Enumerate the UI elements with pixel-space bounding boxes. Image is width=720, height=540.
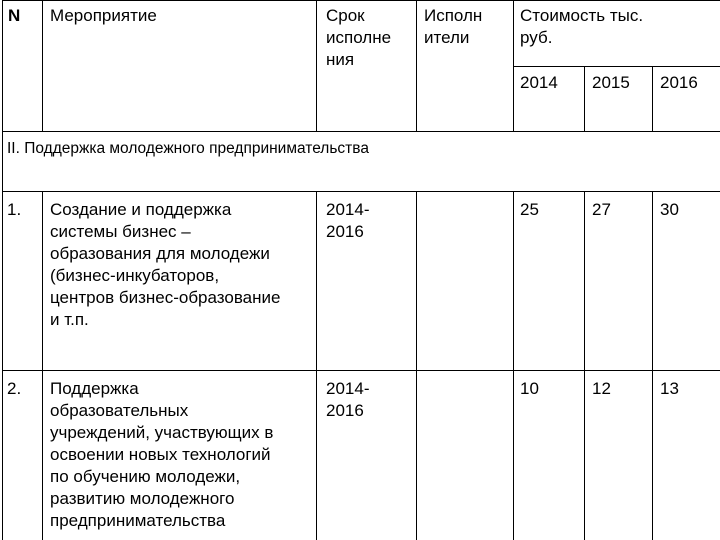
table-col-sep-5	[584, 66, 585, 131]
header-number: N	[8, 6, 21, 25]
table-col-sep-4	[513, 0, 514, 131]
table-col-sep-2b	[316, 191, 317, 540]
row2-cost-2016: 13	[660, 379, 679, 398]
row1-event-line2: системы бизнес –	[50, 222, 191, 241]
row1-cost-2014: 25	[520, 200, 539, 219]
row2-cost-2015: 12	[592, 379, 611, 398]
table-border-left	[2, 0, 3, 540]
header-executor-line1: Исполн	[424, 6, 483, 25]
table-col-sep-6	[652, 66, 653, 131]
row1-term-line2: 2016	[326, 222, 364, 241]
header-executor-line2: ители	[424, 28, 470, 47]
table-line-row1-bottom	[2, 370, 720, 371]
row1-cost-2015: 27	[592, 200, 611, 219]
table-line-years-top	[513, 66, 720, 67]
table-col-sep-5b	[584, 191, 585, 540]
header-cost-line2: руб.	[520, 28, 553, 47]
row2-event-line2: образовательных	[50, 401, 189, 420]
row2-event-line7: предпринимательства	[50, 511, 226, 530]
row2-event-line4: освоении новых технологий	[50, 445, 271, 464]
table-col-sep-6b	[652, 191, 653, 540]
table-col-sep-3	[416, 0, 417, 131]
row2-number: 2.	[7, 379, 22, 398]
row2-cost-2014: 10	[520, 379, 539, 398]
header-term-line3: ния	[326, 50, 355, 69]
row1-term-line1: 2014-	[326, 200, 370, 219]
row1-number: 1.	[7, 200, 22, 219]
row1-event-line1: Создание и поддержка	[50, 200, 232, 219]
row2-event-line6: развитию молодежного	[50, 489, 235, 508]
header-term-line1: Срок	[326, 6, 365, 25]
header-cost-line1: Стоимость тыс.	[520, 6, 644, 25]
section-title: II. Поддержка молодежного предпринимательства	[7, 140, 369, 157]
header-term-line2: исполне	[326, 28, 392, 47]
row1-event-line4: (бизнес-инкубаторов,	[50, 266, 220, 285]
table-line-section-bottom	[2, 191, 720, 192]
row1-event-line3: образования для молодежи	[50, 244, 270, 263]
row2-event-line5: по обучению молодежи,	[50, 467, 241, 486]
header-year-2016: 2016	[660, 73, 698, 92]
row2-term-line2: 2016	[326, 401, 364, 420]
row2-event-line3: учреждений, участвующих в	[50, 423, 274, 442]
row2-event-line1: Поддержка	[50, 379, 139, 398]
table-col-sep-3b	[416, 191, 417, 540]
table-col-sep-1	[42, 0, 43, 131]
row2-term-line1: 2014-	[326, 379, 370, 398]
row1-cost-2016: 30	[660, 200, 679, 219]
table-border-top	[2, 0, 720, 1]
header-event: Мероприятие	[50, 6, 157, 25]
row1-event-line5: центров бизнес-образование	[50, 288, 281, 307]
header-year-2015: 2015	[592, 73, 630, 92]
table-col-sep-2	[316, 0, 317, 131]
header-year-2014: 2014	[520, 73, 558, 92]
table-col-sep-4b	[513, 191, 514, 540]
table-col-sep-1b	[42, 191, 43, 540]
row1-event-line6: и т.п.	[50, 310, 89, 329]
table-line-header-bottom	[2, 131, 720, 132]
